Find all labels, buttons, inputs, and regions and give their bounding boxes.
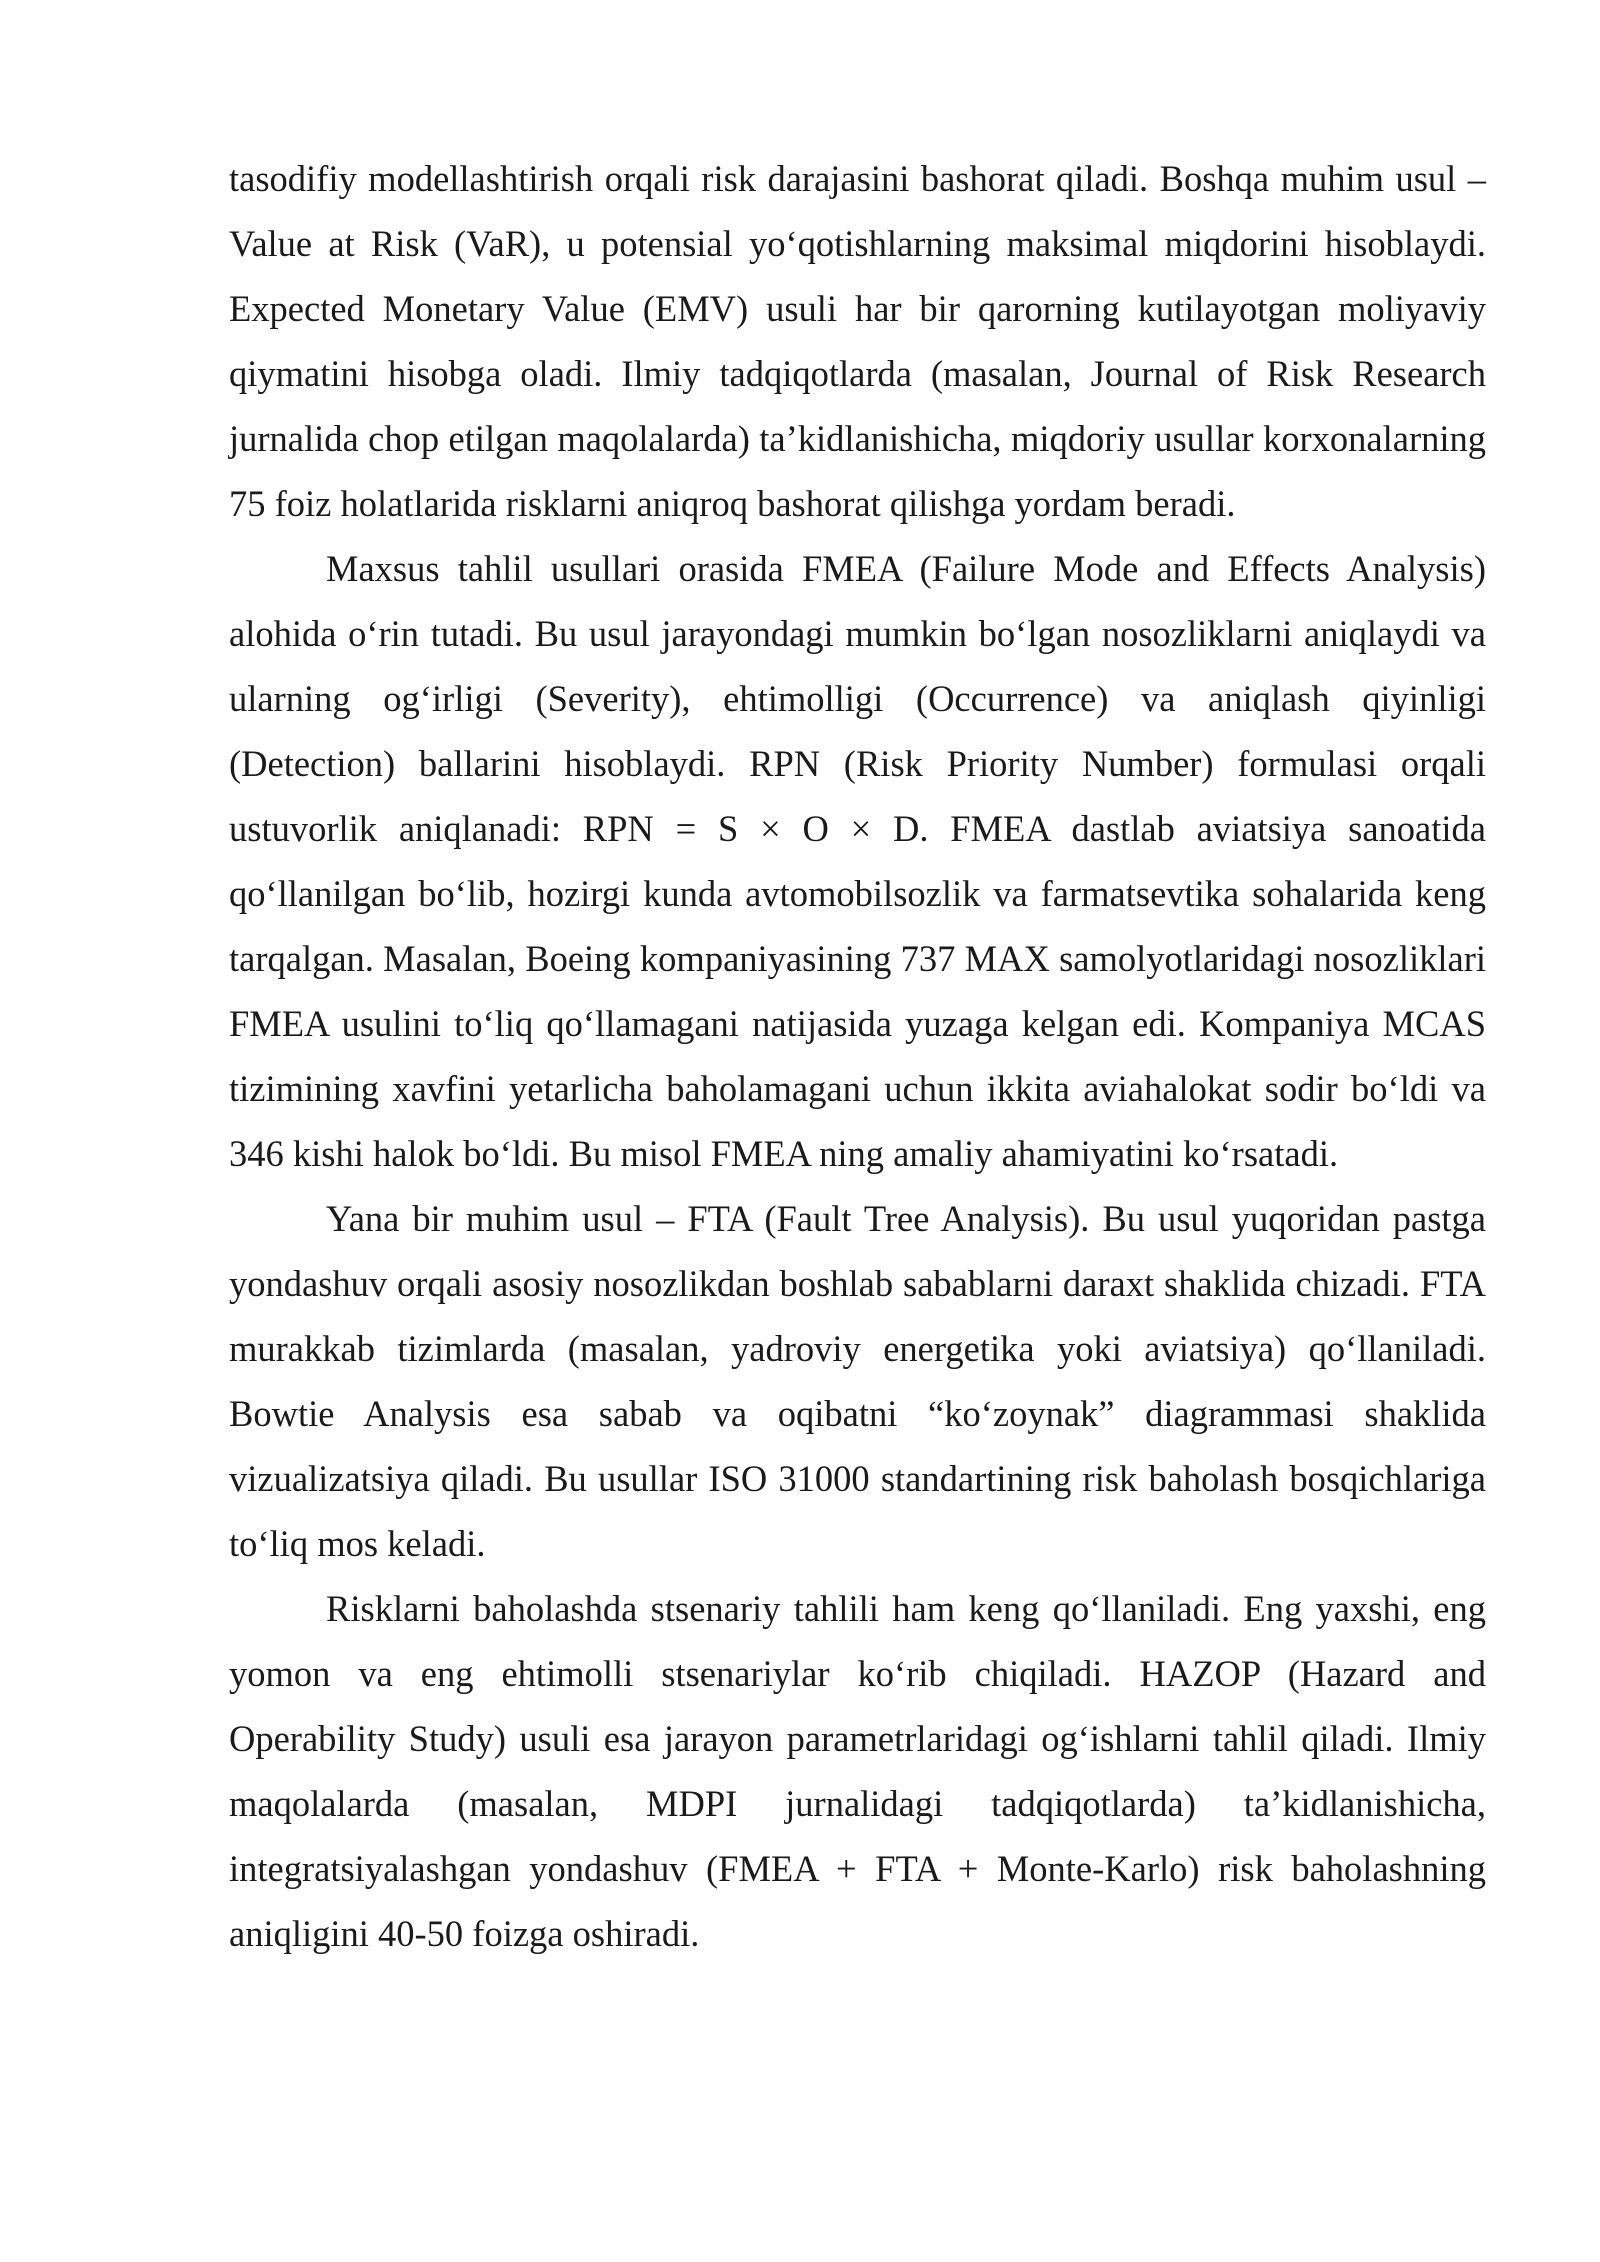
paragraph-1: tasodifiy modellashtirish orqali risk darajasini bashorat qiladi. Boshqa muhim usul – Value at Risk (VaR), u potensial yo‘qotishlarning maksimal miqdorini hisoblaydi. Expected Monetary Value (EMV) usuli har bir qarorning kutilayotgan moliyaviy qiymatini hisobga oladi. Ilmiy tadqiqotlarda (masalan, Journal of Risk Research jurnalida chop etilgan maqolalarda) ta’kidlanishicha, miqdoriy usullar korxonalarning 75 foiz holatlarida risklarni aniqroq bashorat qilishga yordam beradi. (229, 158, 1486, 524)
paragraph-4: Risklarni baholashda stsenariy tahlili ham keng qo‘llaniladi. Eng yaxshi, eng yomon va eng ehtimolli stsenariylar ko‘rib chiqiladi. HAZOP (Hazard and Operability Study) usuli esa jarayon parametrlaridagi og‘ishlarni tahlil qiladi. Ilmiy maqolalarda (masalan, MDPI jurnalidagi tadqiqotlarda) ta’kidlanishicha, integratsiyalashgan yondashuv (FMEA + FTA + Monte-Karlo) risk baholashning aniqligini 40-50 foizga oshiradi. (229, 1588, 1486, 1954)
paragraph-2: Maxsus tahlil usullari orasida FMEA (Failure Mode and Effects Analysis) alohida o‘rin tutadi. Bu usul jarayondagi mumkin bo‘lgan nosozliklarni aniqlaydi va ularning og‘irligi (Severity), ehtimolligi (Occurrence) va aniqlash qiyinligi (Detection) ballarini hisoblaydi. RPN (Risk Priority Number) formulasi orqali ustuvorlik aniqlanadi: RPN = S × O × D. FMEA dastlab aviatsiya sanoatida qo‘llanilgan bo‘lib, hozirgi kunda avtomobilsozlik va farmatsevtika sohalarida keng tarqalgan. Masalan, Boeing kompaniyasining 737 MAX samolyotlaridagi nosozliklari FMEA usulini to‘liq qo‘llamagani natijasida yuzaga kelgan edi. Kompaniya MCAS tizimining xavfini yetarlicha baholamagani uchun ikkita aviahalokat sodir bo‘ldi va 346 kishi halok bo‘ldi. Bu misol FMEA ning amaliy ahamiyatini ko‘rsatadi. (229, 548, 1486, 1174)
paragraph-3: Yana bir muhim usul – FTA (Fault Tree Analysis). Bu usul yuqoridan pastga yondashuv orqali asosiy nosozlikdan boshlab sabablarni daraxt shaklida chizadi. FTA murakkab tizimlarda (masalan, yadroviy energetika yoki aviatsiya) qo‘llaniladi. Bowtie Analysis esa sabab va oqibatni “ko‘zoynak” diagrammasi shaklida vizualizatsiya qiladi. Bu usullar ISO 31000 standartining risk baholash bosqichlariga to‘liq mos keladi. (229, 1198, 1486, 1564)
body-text (229, 146, 1486, 1966)
